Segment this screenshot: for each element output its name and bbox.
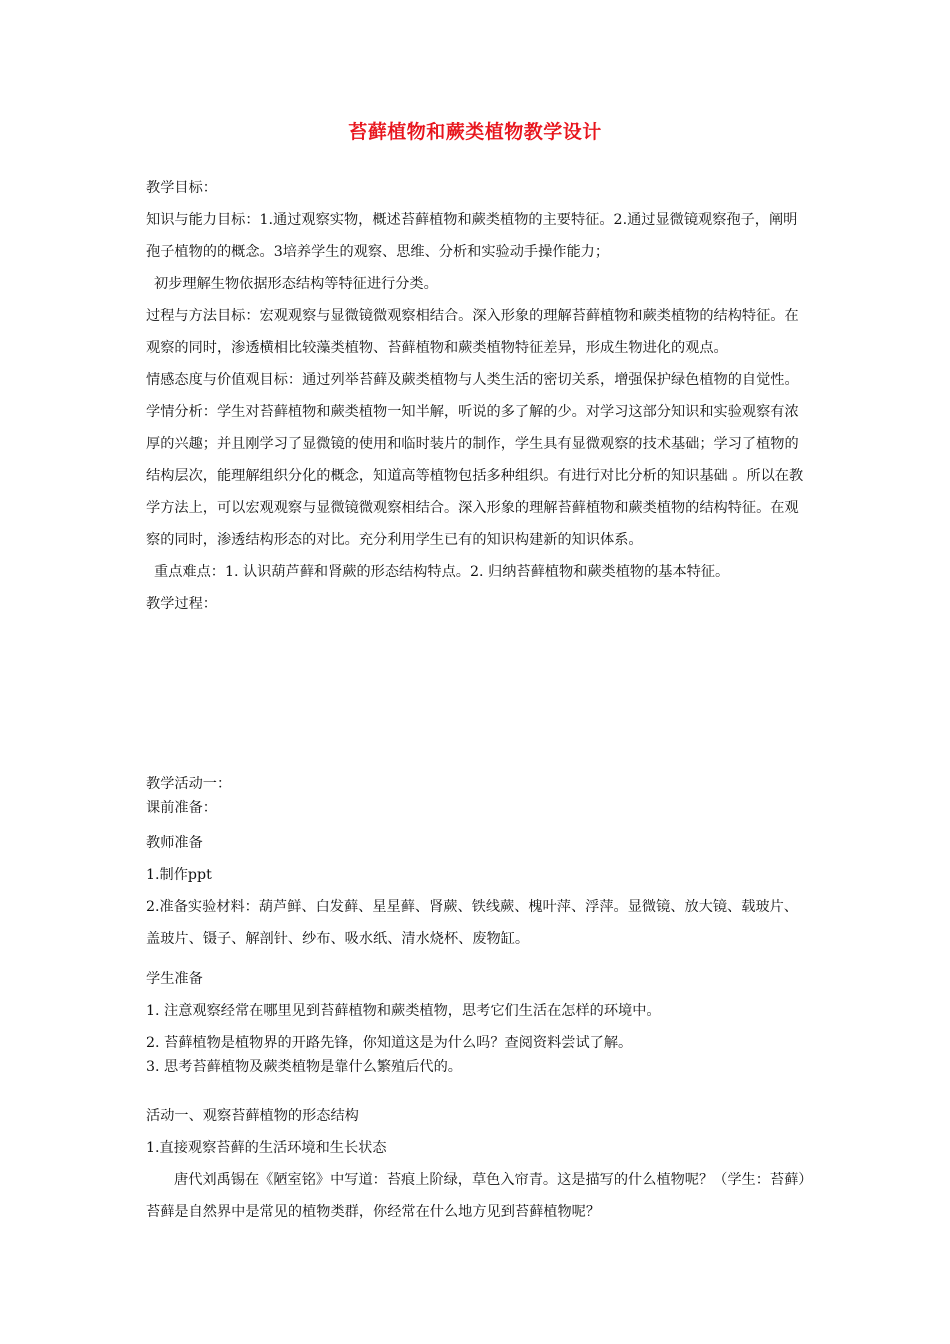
student-prep-section <box>146 963 808 1079</box>
activity-section <box>146 1100 808 1228</box>
learning-analysis: 学情分析：学生对苔藓植物和蕨类植物一知半解，听说的多了解的少。对学习这部分知识和实验观察有浓厚的兴趣；并且刚学习了显微镜的使用和临时装片的制作，学生具有显微观察的技术基础；学习了植物的结构层次，能理解组织分化的概念，知道高等植物包括多种组织。有进行对比分析的知识基础 。所以在教学方法上，可以宏观观察与显微镜微观察相结合。深入形象的理解苔藓植物和蕨类植物的结构特征。在观察的同时，渗透结构形态的对比。充分利用学生已有的知识构建新的知识体系。 <box>146 404 804 548</box>
knowledge-goal: 知识与能力目标：1.通过观察实物，概述苔藓植物和蕨类植物的主要特征。2.通过显微镜观察孢子，阐明孢子植物的的概念。3培养学生的观察、思维、分析和实验动手操作能力； <box>146 212 798 260</box>
activity-step-1: 1.直接观察苔藓的生活环境和生长状态 <box>146 1140 387 1156</box>
student-prep-item-1: 1. 注意观察经常在哪里见到苔藓植物和蕨类植物，思考它们生活在怎样的环境中。 <box>146 1003 661 1019</box>
teacher-prep-heading: 教师准备 <box>146 835 203 851</box>
activity-one-section <box>146 772 808 820</box>
objectives-section <box>146 172 808 620</box>
activity-text: 唐代刘禹锡在《陋室铭》中写道：苔痕上阶绿，草色入帘青。这是描写的什么植物呢？（学生：苔藓）苔藓是自然界中是常见的植物类群，你经常在什么地方见到苔藓植物呢？ <box>146 1172 806 1220</box>
student-prep-heading: 学生准备 <box>146 971 203 987</box>
student-prep-item-2: 2. 苔藓植物是植物界的开路先锋，你知道这是为什么吗？查阅资料尝试了解。 <box>146 1035 633 1051</box>
student-prep-item-3: 3. 思考苔藓植物及蕨类植物是靠什么繁殖后代的。 <box>146 1059 462 1075</box>
objectives-heading: 教学目标： <box>146 180 217 196</box>
process-goal: 过程与方法目标：宏观观察与显微镜微观察相结合。深入形象的理解苔藓植物和蕨类植物的结构特征。在观察的同时，渗透横相比较藻类植物、苔藓植物和蕨类植物特征差异，形成生物进化的观点。 <box>146 308 799 356</box>
process-heading: 教学过程： <box>146 596 217 612</box>
teacher-prep-item-2: 2.准备实验材料：葫芦鲜、白发藓、星星藓、肾蕨、铁线蕨、槐叶萍、浮萍。显微镜、放大镜、载玻片、盖玻片、镊子、解剖针、纱布、吸水纸、清水烧杯、废物缸。 <box>146 899 798 947</box>
knowledge-goal-tail: 初步理解生物依据形态结构等特征进行分类。 <box>154 276 438 292</box>
emotion-goal: 情感态度与价值观目标：通过列举苔藓及蕨类植物与人类生活的密切关系，增强保护绿色植物的自觉性。 <box>146 372 799 388</box>
key-points: 重点难点：1. 认识葫芦藓和肾蕨的形态结构特点。2. 归纳苔藓植物和蕨类植物的基本特征。 <box>154 564 730 580</box>
teacher-prep-section <box>146 827 808 955</box>
activity-one-heading: 教学活动一： <box>146 776 232 792</box>
prep-heading: 课前准备： <box>146 800 217 816</box>
document-title: 苔藓植物和蕨类植物教学设计 <box>348 121 602 143</box>
teacher-prep-item-1: 1.制作ppt <box>146 867 212 883</box>
activity-heading: 活动一、观察苔藓植物的形态结构 <box>146 1108 359 1124</box>
